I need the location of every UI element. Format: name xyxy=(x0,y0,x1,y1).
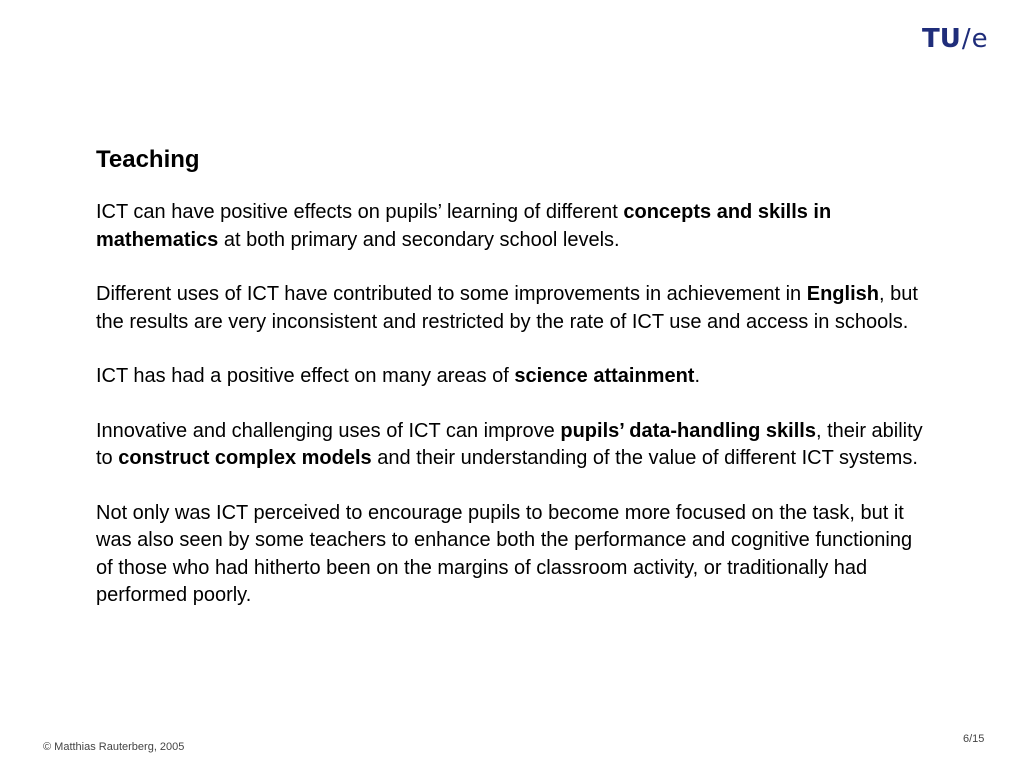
logo-e: e xyxy=(971,24,988,54)
slide-content xyxy=(96,145,926,637)
paragraph-english xyxy=(96,281,926,336)
p2-bold: English xyxy=(806,283,879,305)
p4-text-c: , their ability to xyxy=(96,419,923,469)
p4-bold-2: construct complex models xyxy=(118,447,372,469)
slide-title: Teaching xyxy=(96,146,200,173)
p1-text-c: at both primary and secondary school levels. xyxy=(218,228,620,251)
p4-bold-1: pupils’ data-handling skills xyxy=(560,419,816,442)
logo-slash: / xyxy=(961,24,971,54)
paragraph-focus: Not only was ICT perceived to encourage pupils to become more focused on the task, but it was also seen by some teachers to enhance both the performance and cognitive functioning of those who had hitherto been on the margins of classroom activity, or traditionally had performed poorly. xyxy=(96,501,913,606)
copyright-footer: © Matthias Rauterberg, 2005 xyxy=(43,741,185,753)
p4-text-a: Innovative and challenging uses of ICT can improve xyxy=(96,419,561,442)
paragraph-data-handling xyxy=(96,418,926,473)
p2-text-c: , but the results are very inconsistent and restricted by the rate of ICT use and access in schools. xyxy=(96,283,918,333)
paragraph-mathematics xyxy=(96,199,926,254)
p1-bold: concepts and skills in mathematics xyxy=(96,201,832,251)
p3-text-a: ICT has had a positive effect on many areas of xyxy=(96,365,515,387)
p3-text-c: . xyxy=(694,365,701,387)
p3-bold: science attainment xyxy=(514,365,695,387)
logo-tu: TU xyxy=(922,24,961,54)
paragraph-science xyxy=(96,363,926,391)
page-number: 6/15 xyxy=(963,733,985,745)
p2-text-a: Different uses of ICT have contributed to some improvements in achievement in xyxy=(96,283,807,305)
p4-text-e: and their understanding of the value of different ICT systems. xyxy=(371,447,918,469)
p1-text-a: ICT can have positive effects on pupils’ learning of different xyxy=(96,201,624,223)
tue-logo xyxy=(922,26,988,52)
